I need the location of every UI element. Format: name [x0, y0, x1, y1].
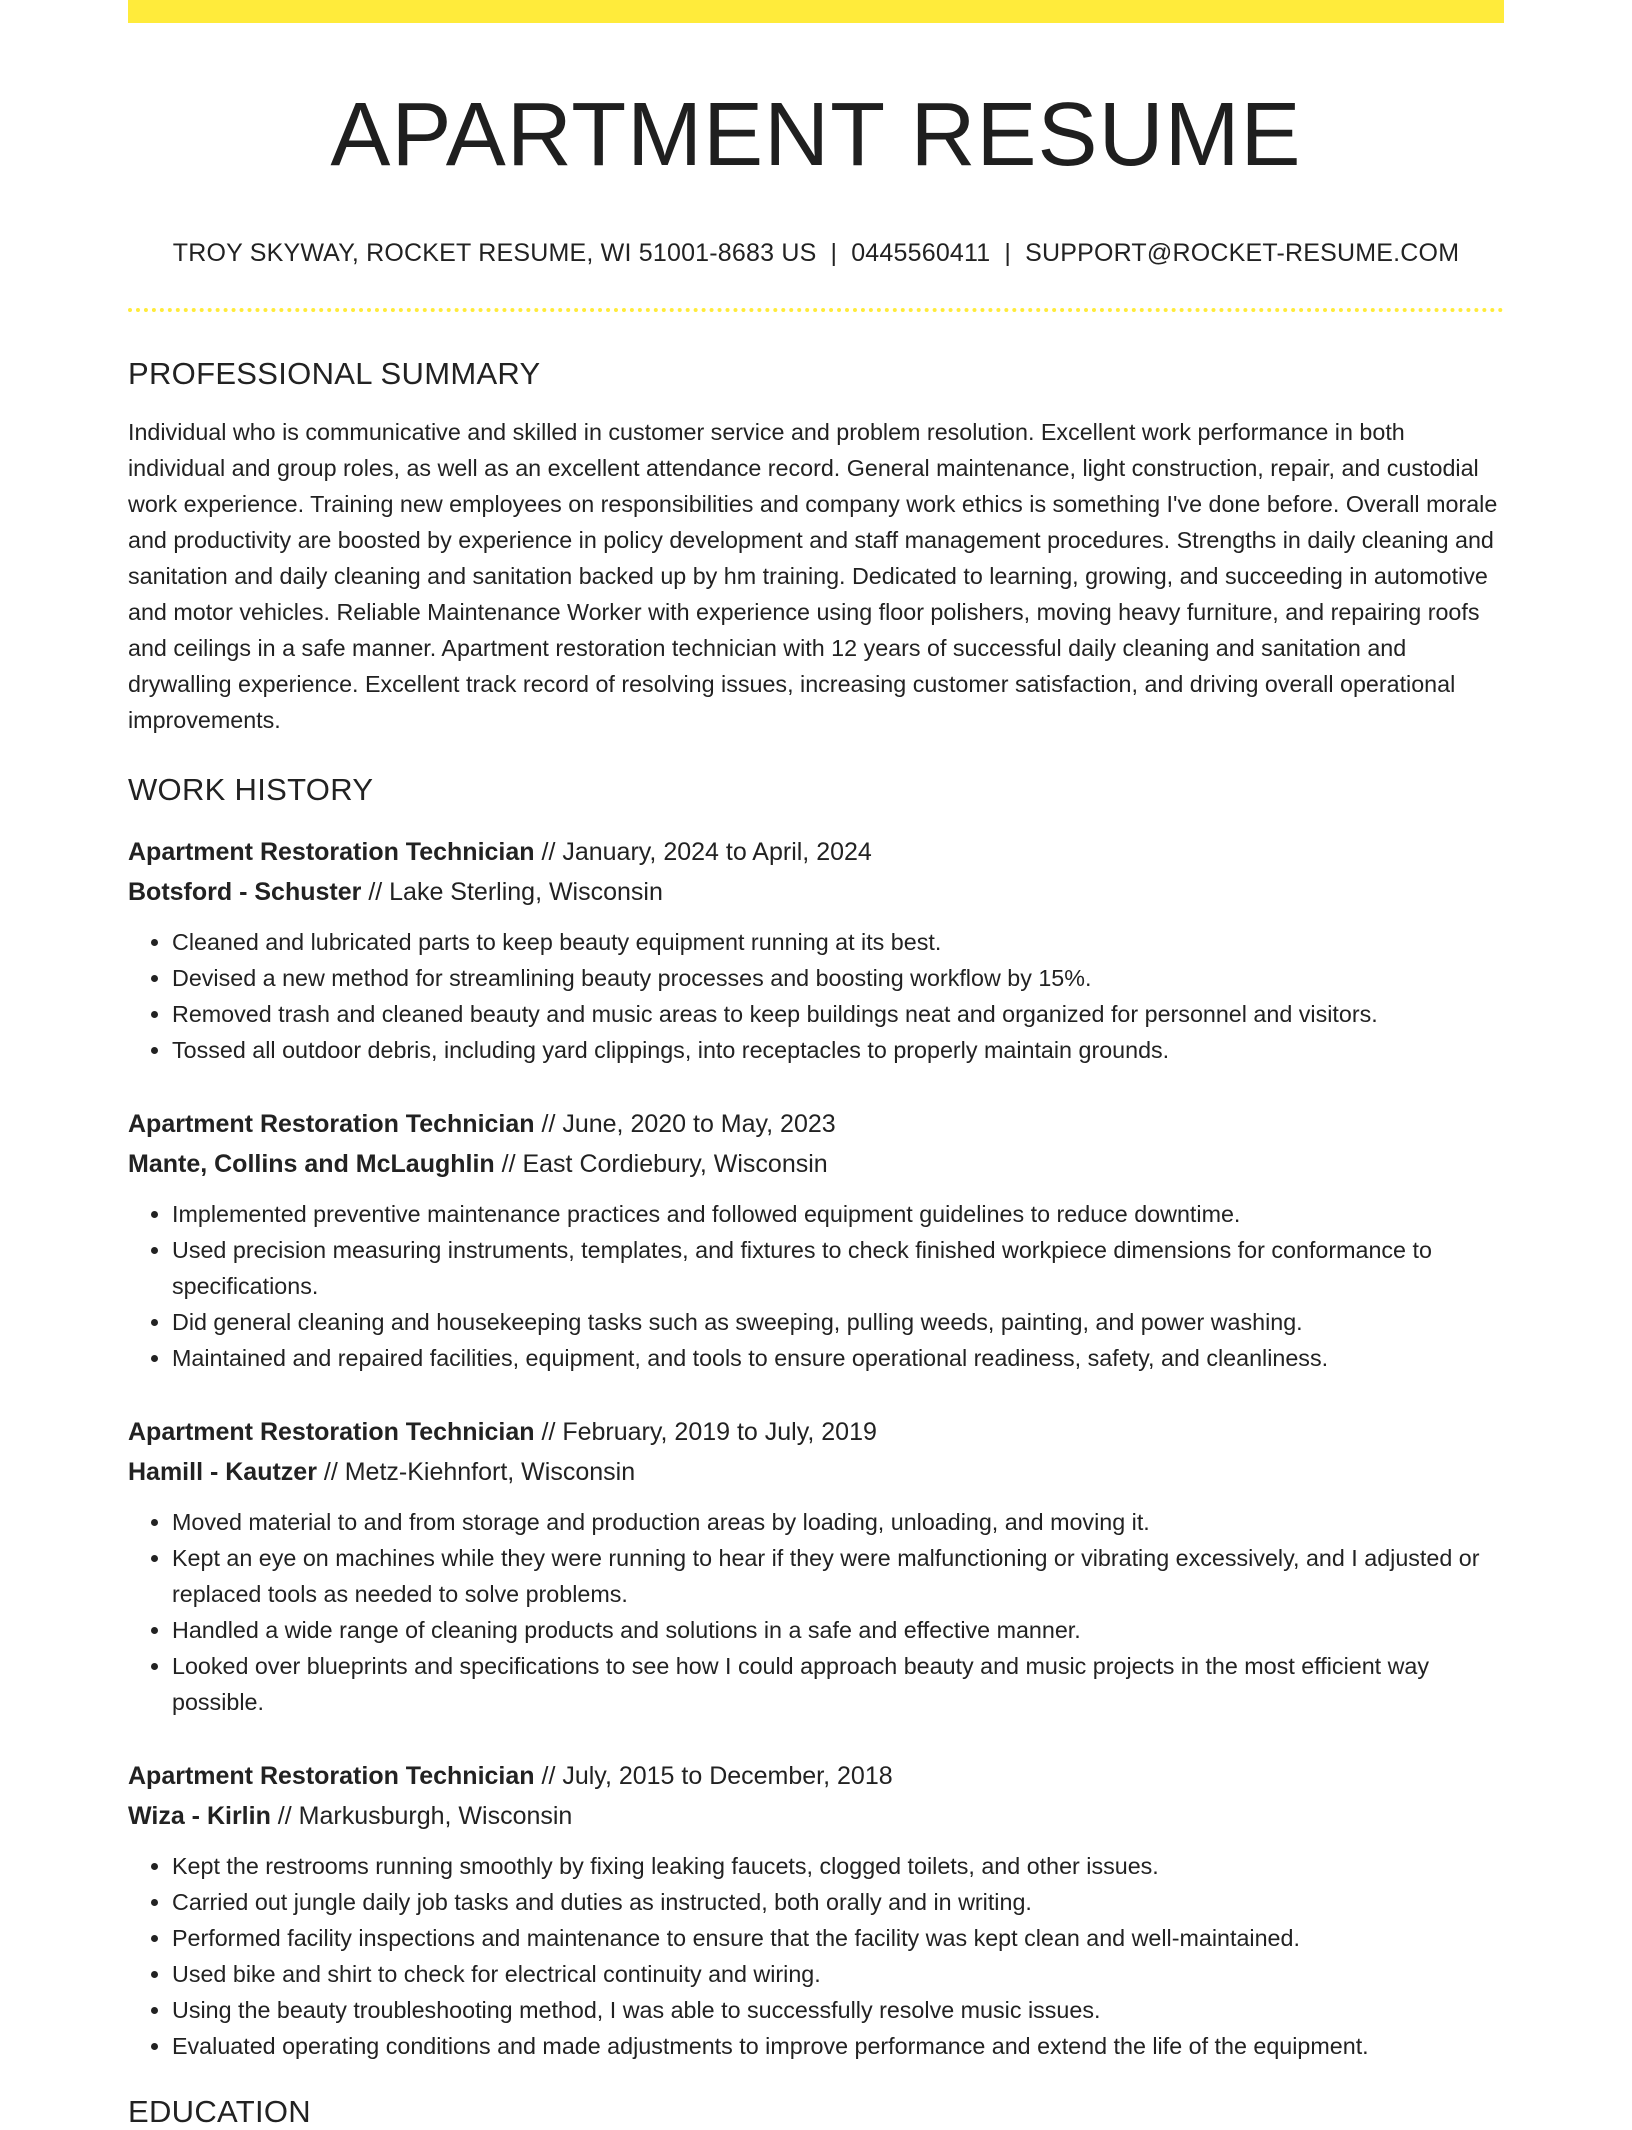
contact-separator: | — [1004, 239, 1012, 267]
resume-page — [128, 0, 1504, 2130]
job-duties-list — [128, 1504, 1504, 1720]
education-heading: EDUCATION — [128, 2093, 311, 2129]
summary-text: Individual who is communicative and skilled in customer service and problem resolution. Excellent work performance in both individual and group roles, as well as an excellent attendance record. General maintenance, light construction, repair, and custodial work experience. Training new employees on responsibilities and company work ethics is something I've done before. Overall morale and productivity are boosted by experience in policy development and staff management procedures. Strengths in daily cleaning and sanitation and daily cleaning and sanitation backed up by hm training. Dedicated to learning, growing, and succeeding in automotive and motor vehicles. Reliable Maintenance Worker with experience using floor polishers, moving heavy furniture, and repairing roofs and ceilings in a safe manner. Apartment restoration technician with 12 years of successful daily cleaning and sanitation and drywalling experience. Excellent track record of resolving issues, increasing customer satisfaction, and driving overall operational improvements. — [128, 418, 1498, 733]
job-entry — [128, 832, 1504, 1068]
job-entry — [128, 1412, 1504, 1720]
job-entry — [128, 1104, 1504, 1376]
contact-phone: 0445560411 — [851, 239, 991, 267]
job-duty-item: • Kept an eye on machines while they were running to hear if they were malfunctioning or vibrating excessively, and I adjusted or replaced tools as needed to solve problems. — [172, 1540, 1504, 1612]
job-title-line — [128, 1104, 1504, 1144]
job-duty-item: • Using the beauty troubleshooting method, I was able to successfully resolve music issues. — [172, 1992, 1504, 2028]
job-company: Botsford - Schuster — [128, 877, 362, 906]
job-duty-item: • Did general cleaning and housekeeping tasks such as sweeping, pulling weeds, painting, and power washing. — [172, 1304, 1504, 1340]
job-company-line — [128, 1144, 1504, 1184]
job-duty-item: • Handled a wide range of cleaning products and solutions in a safe and effective manner. — [172, 1612, 1504, 1648]
contact-separator: | — [830, 239, 838, 267]
job-duty-item: • Carried out jungle daily job tasks and duties as instructed, both orally and in writing. — [172, 1884, 1504, 1920]
job-duty-item: • Cleaned and lubricated parts to keep beauty equipment running at its best. — [172, 924, 1504, 960]
job-company-line — [128, 1452, 1504, 1492]
job-duty-item: • Removed trash and cleaned beauty and music areas to keep buildings neat and organized for personnel and visitors. — [172, 996, 1504, 1032]
job-title: Apartment Restoration Technician — [128, 1417, 535, 1446]
contact-email: SUPPORT@ROCKET-RESUME.COM — [1025, 239, 1460, 267]
job-location: // Lake Sterling, Wisconsin — [368, 877, 663, 906]
job-duties-list — [128, 1848, 1504, 2064]
job-company: Mante, Collins and McLaughlin — [128, 1149, 495, 1178]
work-history-list — [128, 832, 1504, 2064]
job-duty-item: • Performed facility inspections and maintenance to ensure that the facility was kept clean and well-maintained. — [172, 1920, 1504, 1956]
contact-address: TROY SKYWAY, ROCKET RESUME, WI 51001-8683 US — [172, 239, 817, 267]
dotted-divider — [128, 308, 1504, 312]
job-dates: // July, 2015 to December, 2018 — [541, 1761, 893, 1790]
job-location: // Metz-Kiehnfort, Wisconsin — [323, 1457, 636, 1486]
job-duty-item: • Looked over blueprints and specifications to see how I could approach beauty and music projects in the most efficient way possible. — [172, 1648, 1504, 1720]
job-location: // East Cordiebury, Wisconsin — [501, 1149, 828, 1178]
top-accent-bar — [128, 0, 1504, 23]
job-title: Apartment Restoration Technician — [128, 1109, 535, 1138]
job-duty-item: • Implemented preventive maintenance practices and followed equipment guidelines to reduce downtime. — [172, 1196, 1504, 1232]
job-company: Wiza - Kirlin — [128, 1801, 271, 1830]
job-duties-list — [128, 1196, 1504, 1376]
job-duty-item: • Used bike and shirt to check for electrical continuity and wiring. — [172, 1956, 1504, 1992]
job-duty-item: • Maintained and repaired facilities, equipment, and tools to ensure operational readiness, safety, and cleanliness. — [172, 1340, 1504, 1376]
job-dates: // February, 2019 to July, 2019 — [541, 1417, 877, 1446]
job-duty-item: • Devised a new method for streamlining beauty processes and boosting workflow by 15%. — [172, 960, 1504, 996]
job-entry — [128, 1756, 1504, 2064]
job-duty-item: • Moved material to and from storage and production areas by loading, unloading, and moving it. — [172, 1504, 1504, 1540]
job-duty-item: • Evaluated operating conditions and made adjustments to improve performance and extend the life of the equipment. — [172, 2028, 1504, 2064]
work-history-heading: WORK HISTORY — [128, 771, 374, 807]
job-title: Apartment Restoration Technician — [128, 1761, 535, 1790]
resume-title: APARTMENT RESUME — [330, 85, 1302, 185]
summary-heading: PROFESSIONAL SUMMARY — [128, 355, 541, 391]
job-title-line — [128, 1412, 1504, 1452]
job-duty-item: • Used precision measuring instruments, templates, and fixtures to check finished workpiece dimensions for conformance to specifications. — [172, 1232, 1504, 1304]
job-title-line — [128, 1756, 1504, 1796]
job-duty-item: • Tossed all outdoor debris, including yard clippings, into receptacles to properly maintain grounds. — [172, 1032, 1504, 1068]
job-duty-item: • Kept the restrooms running smoothly by fixing leaking faucets, clogged toilets, and other issues. — [172, 1848, 1504, 1884]
job-dates: // June, 2020 to May, 2023 — [541, 1109, 836, 1138]
job-title-line — [128, 832, 1504, 872]
job-title: Apartment Restoration Technician — [128, 837, 535, 866]
job-company: Hamill - Kautzer — [128, 1457, 317, 1486]
contact-line — [128, 237, 1504, 270]
job-company-line — [128, 872, 1504, 912]
job-company-line — [128, 1796, 1504, 1836]
job-duties-list — [128, 924, 1504, 1068]
job-dates: // January, 2024 to April, 2024 — [541, 837, 872, 866]
job-location: // Markusburgh, Wisconsin — [277, 1801, 573, 1830]
